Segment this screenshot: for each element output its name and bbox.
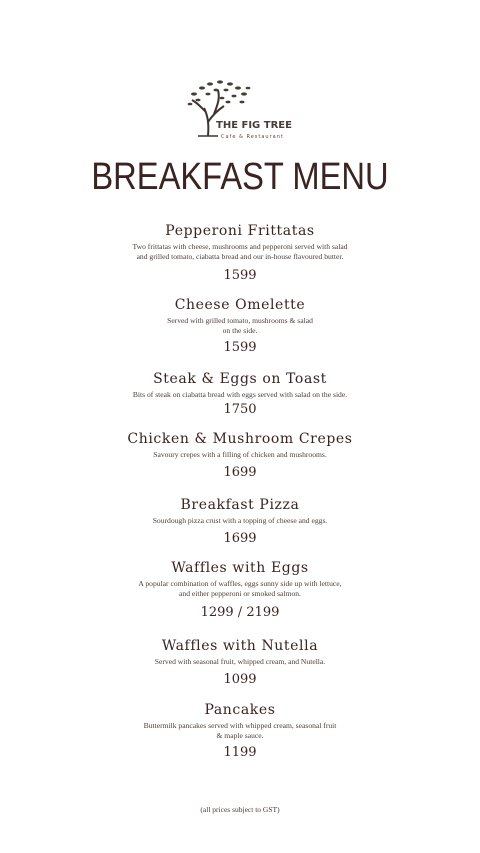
desc-line: on the side. bbox=[222, 326, 258, 335]
item-name: Pepperoni Frittatas bbox=[165, 223, 315, 239]
item-name: Steak & Eggs on Toast bbox=[153, 371, 327, 387]
item-name: Breakfast Pizza bbox=[180, 497, 300, 513]
item-price: 1599 bbox=[223, 268, 257, 283]
desc-line: Savoury crepes with a filling of chicken and mushrooms. bbox=[153, 450, 327, 459]
item-name: Waffles with Nutella bbox=[161, 638, 319, 654]
item-description bbox=[60, 657, 420, 667]
menu-item bbox=[60, 701, 420, 761]
item-description bbox=[60, 721, 420, 741]
item-description bbox=[60, 390, 420, 400]
desc-line: Bits of steak on ciabatta bread with eggs served with salad on the side. bbox=[132, 390, 348, 399]
item-price: 1199 bbox=[223, 745, 257, 760]
desc-line: Buttermilk pancakes served with whipped cream, seasonal fruit bbox=[143, 721, 337, 730]
item-name: Cheese Omelette bbox=[174, 297, 306, 313]
item-description bbox=[60, 579, 420, 599]
item-description bbox=[60, 242, 420, 262]
item-price: 1599 bbox=[223, 340, 257, 355]
item-name: Waffles with Eggs bbox=[171, 560, 309, 576]
item-description bbox=[60, 316, 420, 336]
item-description bbox=[60, 516, 420, 526]
desc-line: & maple sauce. bbox=[216, 731, 264, 740]
logo bbox=[184, 76, 296, 146]
menu-item bbox=[60, 222, 420, 284]
menu-item bbox=[60, 496, 420, 547]
menu-item bbox=[60, 370, 420, 418]
brand-name: THE FIG TREE bbox=[216, 120, 292, 131]
price-note: (all prices subject to GST) bbox=[200, 805, 280, 814]
item-price: 1699 bbox=[223, 465, 257, 480]
item-description bbox=[60, 450, 420, 460]
page-title: BREAKFAST MENU bbox=[91, 156, 389, 198]
item-price: 1299 / 2199 bbox=[200, 605, 280, 620]
menu-item bbox=[60, 430, 420, 481]
menu-item bbox=[60, 559, 420, 621]
brand-tagline: Cafe & Restaurant bbox=[221, 134, 284, 140]
item-name: Chicken & Mushroom Crepes bbox=[127, 431, 353, 447]
menu-item bbox=[60, 637, 420, 688]
desc-line: and either pepperoni or smoked salmon. bbox=[179, 589, 301, 598]
desc-line: Served with grilled tomato, mushrooms & salad bbox=[167, 316, 313, 325]
item-price: 1699 bbox=[223, 531, 257, 546]
item-name: Pancakes bbox=[204, 702, 276, 718]
desc-line: Two frittatas with cheese, mushrooms and pepperoni served with salad bbox=[132, 242, 348, 251]
item-price: 1099 bbox=[223, 672, 257, 687]
desc-line: Served with seasonal fruit, whipped cream, and Nutella. bbox=[154, 657, 326, 666]
item-price: 1750 bbox=[223, 402, 257, 417]
desc-line: Sourdough pizza crust with a topping of cheese and eggs. bbox=[152, 516, 328, 525]
desc-line: and grilled tomato, ciabatta bread and our in-house flavoured butter. bbox=[136, 252, 344, 261]
desc-line: A popular combination of waffles, eggs sunny side up with lettuce, bbox=[138, 579, 342, 588]
menu-item bbox=[60, 296, 420, 356]
